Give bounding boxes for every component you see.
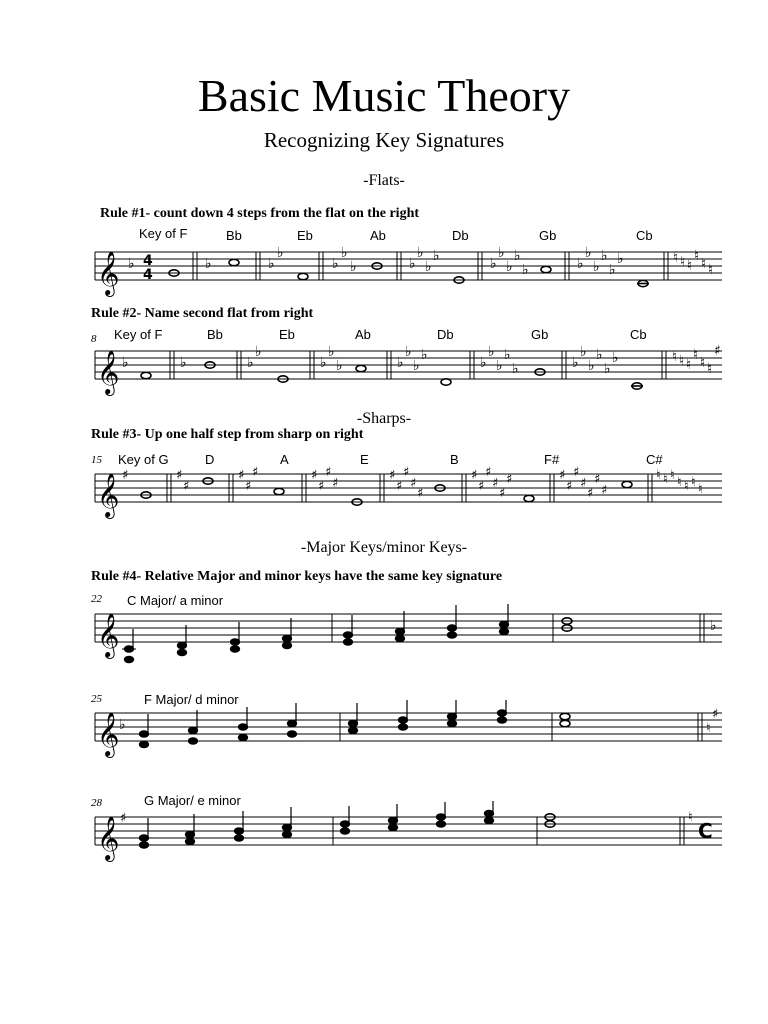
sharp-sign: ♯ — [594, 472, 601, 487]
natural-sign: ♮ — [691, 475, 696, 490]
rule-2-text: Rule #2- Name second flat from right — [91, 306, 314, 321]
key-label: B — [450, 452, 459, 467]
flat-sign: ♭ — [588, 358, 595, 374]
flat-sign: ♭ — [247, 355, 254, 371]
key-label: C Major/ a minor — [127, 593, 224, 608]
flat-sign: ♭ — [277, 245, 284, 261]
treble-clef-icon: 𝄞 — [97, 613, 120, 657]
quarter-note — [340, 828, 349, 834]
sharp-sign: ♯ — [403, 465, 410, 480]
key-label: Bb — [226, 228, 242, 243]
whole-note — [141, 372, 151, 378]
flat-sign: ♭ — [577, 256, 584, 272]
quarter-note — [499, 621, 508, 627]
quarter-note — [436, 821, 445, 827]
natural-sign: ♮ — [677, 475, 682, 490]
flat-sign: ♭ — [504, 347, 511, 363]
quarter-note — [230, 646, 239, 652]
flat-sign: ♭ — [514, 248, 521, 264]
sharp-sign: ♯ — [506, 472, 513, 487]
quarter-note — [348, 720, 357, 726]
flat-sign: ♭ — [433, 248, 440, 264]
quarter-note — [177, 649, 186, 655]
flat-sign: ♭ — [405, 344, 412, 360]
flat-sign: ♭ — [128, 256, 135, 272]
whole-note — [524, 495, 534, 501]
sharp-sign: ♯ — [325, 465, 332, 480]
flat-sign: ♭ — [617, 251, 624, 267]
sharp-sign: ♯ — [478, 479, 485, 494]
flat-sign: ♭ — [350, 259, 357, 275]
flat-sign: ♭ — [522, 262, 529, 278]
section-heading-sharps: -Sharps- — [356, 410, 412, 427]
quarter-note — [185, 831, 194, 837]
flat-sign: ♭ — [604, 361, 611, 377]
section-heading-major-minor: -Major Keys/minor Keys- — [300, 539, 468, 556]
key-label: F Major/ d minor — [144, 692, 239, 707]
measure-number: 22 — [91, 593, 102, 605]
sharp-sign: ♯ — [311, 468, 318, 483]
quarter-note — [447, 632, 456, 638]
flat-sign: ♭ — [409, 256, 416, 272]
quarter-note — [395, 635, 404, 641]
key-label: Eb — [297, 228, 313, 243]
flat-sign: ♭ — [612, 350, 619, 366]
key-label: F# — [544, 452, 560, 467]
staff-row-2 — [0, 327, 768, 410]
rule-4-text: Rule #4- Relative Major and minor keys have the same key signature — [91, 569, 503, 584]
natural-sign: ♮ — [679, 353, 685, 369]
treble-clef-icon: 𝄞 — [97, 251, 120, 295]
common-time: C — [698, 819, 713, 843]
quarter-note — [139, 842, 148, 848]
staff-row-3 — [0, 452, 768, 535]
quarter-note — [139, 731, 148, 737]
whole-note — [441, 379, 451, 385]
key-label: Key of F — [114, 327, 163, 342]
flat-sign: ♭ — [710, 618, 717, 634]
measure-number: 15 — [91, 454, 102, 466]
natural-sign: ♮ — [706, 721, 711, 736]
key-label: Key of F — [139, 226, 188, 241]
quarter-note — [388, 817, 397, 823]
flat-sign: ♭ — [512, 361, 519, 377]
flat-sign: ♭ — [397, 355, 404, 371]
quarter-note — [398, 717, 407, 723]
sharp-sign: ♯ — [499, 486, 506, 501]
flat-sign: ♭ — [490, 256, 497, 272]
quarter-note — [395, 628, 404, 634]
sharp-sign: ♯ — [417, 486, 424, 501]
flat-sign: ♭ — [593, 259, 600, 275]
key-label: G Major/ e minor — [144, 793, 241, 808]
flat-sign: ♭ — [488, 344, 495, 360]
key-label: Ab — [355, 327, 371, 342]
key-label: Cb — [636, 228, 653, 243]
key-label: A — [280, 452, 289, 467]
natural-sign: ♮ — [680, 254, 686, 270]
flat-sign: ♭ — [496, 358, 503, 374]
flat-sign: ♭ — [320, 355, 327, 371]
sharp-sign: ♯ — [566, 479, 573, 494]
quarter-note — [282, 831, 291, 837]
quarter-note — [447, 625, 456, 631]
staff-row-1 — [0, 228, 768, 308]
whole-note — [274, 488, 284, 494]
staff-row-6 — [0, 800, 768, 880]
quarter-note — [234, 835, 243, 841]
flat-sign: ♭ — [580, 344, 587, 360]
flat-sign: ♭ — [596, 347, 603, 363]
flat-sign: ♭ — [328, 344, 335, 360]
quarter-note — [484, 817, 493, 823]
flat-sign: ♭ — [255, 344, 262, 360]
natural-sign: ♮ — [694, 248, 700, 264]
quarter-note — [287, 720, 296, 726]
flat-sign: ♭ — [498, 245, 505, 261]
natural-sign: ♮ — [686, 357, 692, 373]
sharp-sign: ♯ — [122, 468, 129, 483]
quarter-note — [124, 646, 133, 652]
natural-sign: ♮ — [687, 258, 693, 274]
natural-sign: ♮ — [672, 349, 678, 365]
key-label: Eb — [279, 327, 295, 342]
quarter-note — [139, 741, 148, 747]
natural-sign: ♮ — [701, 256, 707, 272]
sharp-sign: ♯ — [318, 479, 325, 494]
quarter-note — [238, 724, 247, 730]
treble-clef-icon: 𝄞 — [97, 816, 120, 860]
quarter-note — [177, 642, 186, 648]
flat-sign: ♭ — [122, 355, 129, 371]
natural-sign: ♮ — [708, 262, 714, 278]
quarter-note — [124, 656, 133, 662]
flat-sign: ♭ — [609, 262, 616, 278]
flat-sign: ♭ — [585, 245, 592, 261]
sharp-sign: ♯ — [587, 486, 594, 501]
sharp-sign: ♯ — [580, 476, 587, 491]
flat-sign: ♭ — [180, 355, 187, 371]
quarter-note — [139, 835, 148, 841]
whole-note — [560, 713, 570, 719]
key-label: C# — [646, 452, 663, 467]
flat-sign: ♭ — [421, 347, 428, 363]
whole-note — [229, 259, 239, 265]
sharp-sign: ♯ — [601, 483, 608, 498]
quarter-note — [484, 810, 493, 816]
flat-sign: ♭ — [413, 358, 420, 374]
time-signature-bottom: 4 — [143, 267, 153, 283]
flat-sign: ♭ — [480, 355, 487, 371]
measure-number: 28 — [91, 797, 102, 809]
natural-sign: ♮ — [656, 468, 661, 483]
whole-note — [356, 365, 366, 371]
section-heading-flats: -Flats- — [363, 172, 405, 189]
sharp-sign: ♯ — [573, 465, 580, 480]
measure-number: 25 — [91, 693, 102, 705]
natural-sign: ♮ — [673, 250, 679, 266]
flat-sign: ♭ — [119, 717, 126, 733]
quarter-note — [447, 713, 456, 719]
flat-sign: ♭ — [506, 259, 513, 275]
rule-1-text: Rule #1- count down 4 steps from the flat on the right — [100, 206, 420, 221]
key-label: Gb — [531, 327, 549, 342]
sharp-sign: ♯ — [485, 465, 492, 480]
quarter-note — [282, 642, 291, 648]
sharp-sign: ♯ — [559, 468, 566, 483]
sharp-sign: ♯ — [396, 479, 403, 494]
sharp-sign: ♯ — [471, 468, 478, 483]
key-label: Ab — [370, 228, 386, 243]
quarter-note — [497, 710, 506, 716]
rule-3-text: Rule #3- Up one half step from sharp on right — [91, 427, 364, 442]
quarter-note — [348, 727, 357, 733]
whole-note — [560, 720, 570, 726]
natural-sign: ♮ — [670, 468, 675, 483]
key-label: Db — [437, 327, 454, 342]
key-label: Bb — [207, 327, 223, 342]
page-title: Basic Music Theory — [197, 70, 571, 121]
treble-clef-icon: 𝄞 — [97, 350, 120, 394]
whole-note — [298, 273, 308, 279]
key-label: Key of G — [118, 452, 169, 467]
sharp-sign: ♯ — [714, 343, 721, 359]
natural-sign: ♮ — [688, 810, 693, 825]
quarter-note — [188, 738, 197, 744]
sharp-sign: ♯ — [183, 479, 190, 494]
quarter-note — [436, 814, 445, 820]
quarter-note — [497, 717, 506, 723]
quarter-note — [238, 734, 247, 740]
flat-sign: ♭ — [341, 245, 348, 261]
natural-sign: ♮ — [684, 479, 689, 494]
sharp-sign: ♯ — [712, 707, 719, 722]
key-label: Cb — [630, 327, 647, 342]
key-label: D — [205, 452, 215, 467]
quarter-note — [230, 639, 239, 645]
measure-number: 8 — [91, 333, 97, 345]
quarter-note — [234, 828, 243, 834]
natural-sign: ♮ — [663, 472, 668, 487]
flat-sign: ♭ — [425, 259, 432, 275]
natural-sign: ♮ — [700, 355, 706, 371]
quarter-note — [287, 731, 296, 737]
quarter-note — [282, 635, 291, 641]
treble-clef-icon: 𝄞 — [97, 712, 120, 756]
flat-sign: ♭ — [601, 248, 608, 264]
flat-sign: ♭ — [417, 245, 424, 261]
sharp-sign: ♯ — [332, 476, 339, 491]
sharp-sign: ♯ — [238, 468, 245, 483]
flat-sign: ♭ — [332, 256, 339, 272]
page-subtitle: Recognizing Key Signatures — [263, 128, 505, 152]
treble-clef-icon: 𝄞 — [97, 473, 120, 517]
flat-sign: ♭ — [572, 355, 579, 371]
quarter-note — [398, 724, 407, 730]
whole-note — [541, 266, 551, 272]
natural-sign: ♮ — [707, 361, 713, 377]
quarter-note — [185, 838, 194, 844]
key-label: Db — [452, 228, 469, 243]
flat-sign: ♭ — [205, 256, 212, 272]
sharp-sign: ♯ — [492, 476, 499, 491]
sharp-sign: ♯ — [252, 465, 259, 480]
quarter-note — [343, 632, 352, 638]
quarter-note — [499, 628, 508, 634]
quarter-note — [447, 720, 456, 726]
quarter-note — [340, 821, 349, 827]
quarter-note — [282, 824, 291, 830]
staff-row-5 — [0, 698, 768, 778]
natural-sign: ♮ — [693, 347, 699, 363]
sharp-sign: ♯ — [245, 479, 252, 494]
flat-sign: ♭ — [336, 358, 343, 374]
sharp-sign: ♯ — [410, 476, 417, 491]
sharp-sign: ♯ — [389, 468, 396, 483]
time-signature-top: 4 — [143, 253, 153, 269]
quarter-note — [388, 824, 397, 830]
staff-row-4 — [0, 598, 768, 678]
quarter-note — [343, 639, 352, 645]
flat-sign: ♭ — [268, 256, 275, 272]
key-label: Gb — [539, 228, 557, 243]
sharp-sign: ♯ — [120, 811, 127, 826]
natural-sign: ♮ — [698, 482, 703, 497]
key-label: E — [360, 452, 369, 467]
quarter-note — [188, 727, 197, 733]
whole-note — [622, 481, 632, 487]
sharp-sign: ♯ — [176, 468, 183, 483]
